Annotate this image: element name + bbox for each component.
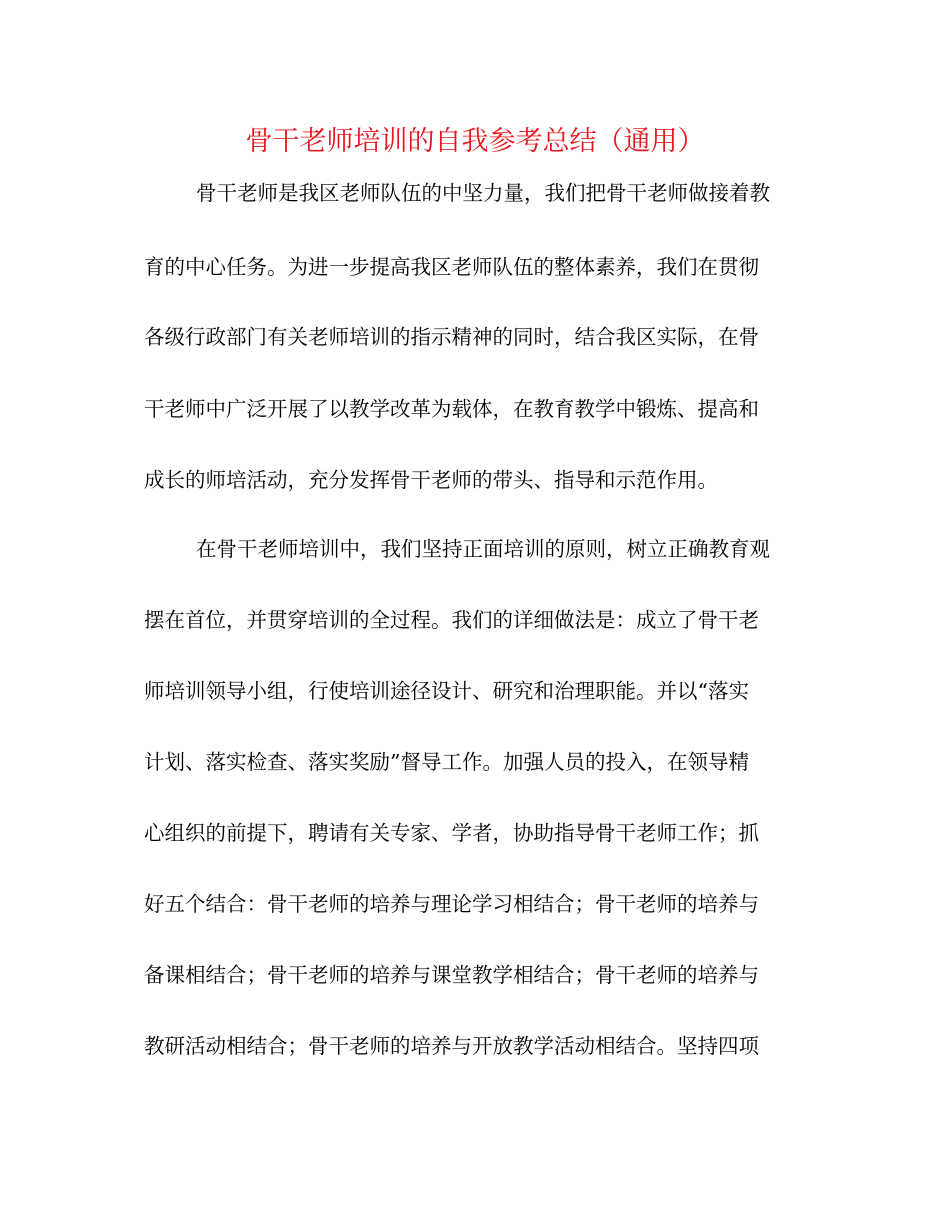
document-title: 骨干老师培训的自我参考总结（通用） — [245, 126, 705, 157]
paragraph-line: 心组织的前提下，聘请有关专家、学者，协助指导骨干老师工作；抓 — [144, 821, 759, 845]
paragraph-line: 好五个结合：骨干老师的培养与理论学习相结合；骨干老师的培养与 — [144, 892, 759, 916]
paragraph-line: 摆在首位，并贯穿培训的全过程。我们的详细做法是：成立了骨干老 — [144, 608, 759, 632]
paragraph-line: 育的中心任务。为进一步提高我区老师队伍的整体素养，我们在贯彻 — [144, 255, 759, 279]
paragraph-line: 师培训领导小组，行使培训途径设计、研究和治理职能。并以“落实 — [144, 679, 749, 703]
paragraph-line: 各级行政部门有关老师培训的指示精神的同时，结合我区实际，在骨 — [144, 325, 759, 349]
paragraph-line: 备课相结合；骨干老师的培养与课堂教学相结合；骨干老师的培养与 — [144, 963, 759, 987]
paragraph-line: 教研活动相结合；骨干老师的培养与开放教学活动相结合。坚持四项 — [144, 1034, 759, 1058]
paragraph-line: 成长的师培活动，充分发挥骨干老师的带头、指导和示范作用。 — [144, 468, 718, 492]
paragraph-line: 骨干老师是我区老师队伍的中坚力量，我们把骨干老师做接着教 — [196, 181, 770, 205]
paragraph-line: 在骨干老师培训中，我们坚持正面培训的原则，树立正确教育观 — [196, 537, 770, 561]
paragraph-line: 干老师中广泛开展了以教学改革为载体，在教育教学中锻炼、提高和 — [144, 397, 759, 421]
paragraph-line: 计划、落实检查、落实奖励”督导工作。加强人员的投入，在领导精 — [144, 750, 749, 774]
